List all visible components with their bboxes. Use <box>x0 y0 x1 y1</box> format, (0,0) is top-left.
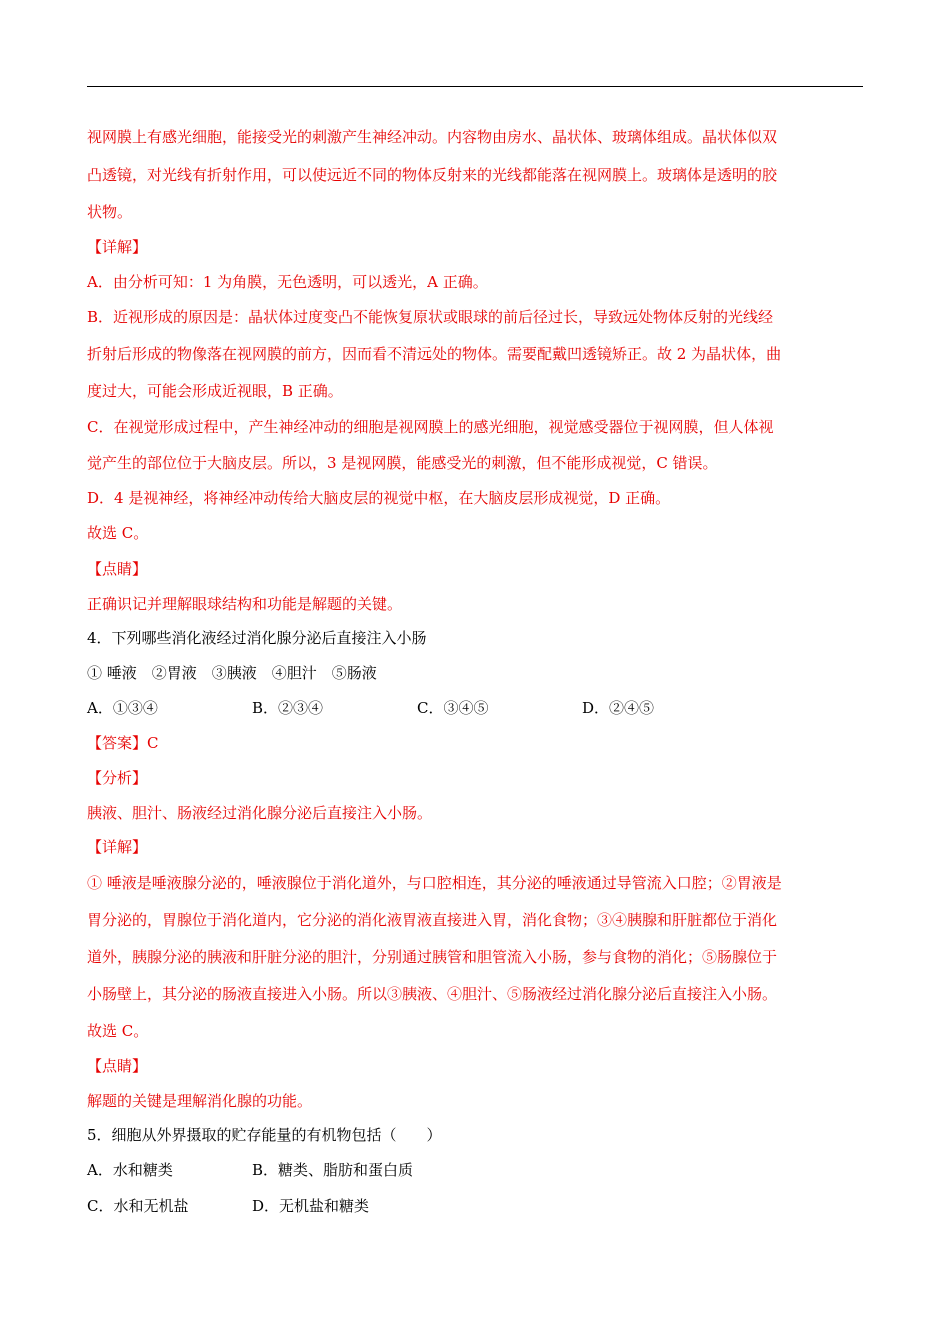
q4-tip-text: 解题的关键是理解消化腺的功能。 <box>87 1092 313 1110</box>
q4-items: ① 唾液 ②胃液 ③胰液 ④胆汁 ⑤肠液 <box>87 664 377 682</box>
q3-analysis-line: 状物。 <box>87 203 133 221</box>
q5-option-a: A．水和糖类 <box>87 1161 173 1179</box>
q3-detail-line: B．近视形成的原因是：晶状体过度变凸不能恢复原状或眼球的前后径过长，导致远处物体反射的光线经 <box>87 308 774 326</box>
q4-detail-line: 道外，胰腺分泌的胰液和肝脏分泌的胆汁，分别通过胰管和胆管流入小肠，参与食物的消化；⑤肠腺位于 <box>87 948 778 966</box>
q3-detail-line: A．由分析可知：1 为角膜，无色透明，可以透光，A 正确。 <box>87 273 488 291</box>
q4-analysis-label: 【分析】 <box>87 769 148 787</box>
q3-detail-line: 觉产生的部位位于大脑皮层。所以，3 是视网膜，能感受光的刺激，但不能形成视觉，C 错误。 <box>87 454 718 472</box>
q5-option-c: C．水和无机盐 <box>87 1197 189 1215</box>
q4-option-a: A．①③④ <box>87 699 158 717</box>
q3-analysis-line: 视网膜上有感光细胞，能接受光的刺激产生神经冲动。内容物由房水、晶状体、玻璃体组成。晶状体似双 <box>87 128 778 146</box>
q5-option-d: D．无机盐和糖类 <box>252 1197 370 1215</box>
q4-detail-line: 胃分泌的，胃腺位于消化道内，它分泌的消化液胃液直接进入胃，消化食物；③④胰腺和肝脏都位于消化 <box>87 911 778 929</box>
q4-stem: 4．下列哪些消化液经过消化腺分泌后直接注入小肠 <box>87 629 427 647</box>
q4-tip-label: 【点睛】 <box>87 1057 148 1075</box>
header-rule <box>87 86 863 87</box>
q4-detail-line: 故选 C。 <box>87 1022 149 1040</box>
q3-detail-line: 度过大，可能会形成近视眼，B 正确。 <box>87 382 343 400</box>
q3-tip-text: 正确识记并理解眼球结构和功能是解题的关键。 <box>87 595 403 613</box>
q3-detail-line: C．在视觉形成过程中，产生神经冲动的细胞是视网膜上的感光细胞，视觉感受器位于视网膜，但人体视 <box>87 418 774 436</box>
q4-analysis-text: 胰液、胆汁、肠液经过消化腺分泌后直接注入小肠。 <box>87 804 433 822</box>
q4-detail-label: 【详解】 <box>87 838 148 856</box>
q4-option-c: C．③④⑤ <box>417 699 489 717</box>
q5-option-b: B．糖类、脂肪和蛋白质 <box>252 1161 414 1179</box>
q4-detail-line: ① 唾液是唾液腺分泌的，唾液腺位于消化道外，与口腔相连，其分泌的唾液通过导管流入口腔；②胃液是 <box>87 874 782 892</box>
q3-detail-line: 故选 C。 <box>87 524 149 542</box>
q3-analysis-line: 凸透镜，对光线有折射作用，可以使远近不同的物体反射来的光线都能落在视网膜上。玻璃体是透明的胶 <box>87 166 778 184</box>
q5-stem: 5．细胞从外界摄取的贮存能量的有机物包括（ ） <box>87 1126 442 1144</box>
q3-detail-line: 折射后形成的物像落在视网膜的前方，因而看不清远处的物体。需要配戴凹透镜矫正。故 2 为晶状体，曲 <box>87 345 782 363</box>
q4-answer: 【答案】C <box>87 734 159 752</box>
q3-detail-line: D．4 是视神经，将神经冲动传给大脑皮层的视觉中枢，在大脑皮层形成视觉，D 正确。 <box>87 489 671 507</box>
q3-tip-label: 【点睛】 <box>87 560 148 578</box>
q4-option-b: B．②③④ <box>252 699 324 717</box>
q4-detail-line: 小肠壁上，其分泌的肠液直接进入小肠。所以③胰液、④胆汁、⑤肠液经过消化腺分泌后直接注入小肠。 <box>87 985 778 1003</box>
q4-option-d: D．②④⑤ <box>582 699 655 717</box>
q3-detail-label: 【详解】 <box>87 238 148 256</box>
